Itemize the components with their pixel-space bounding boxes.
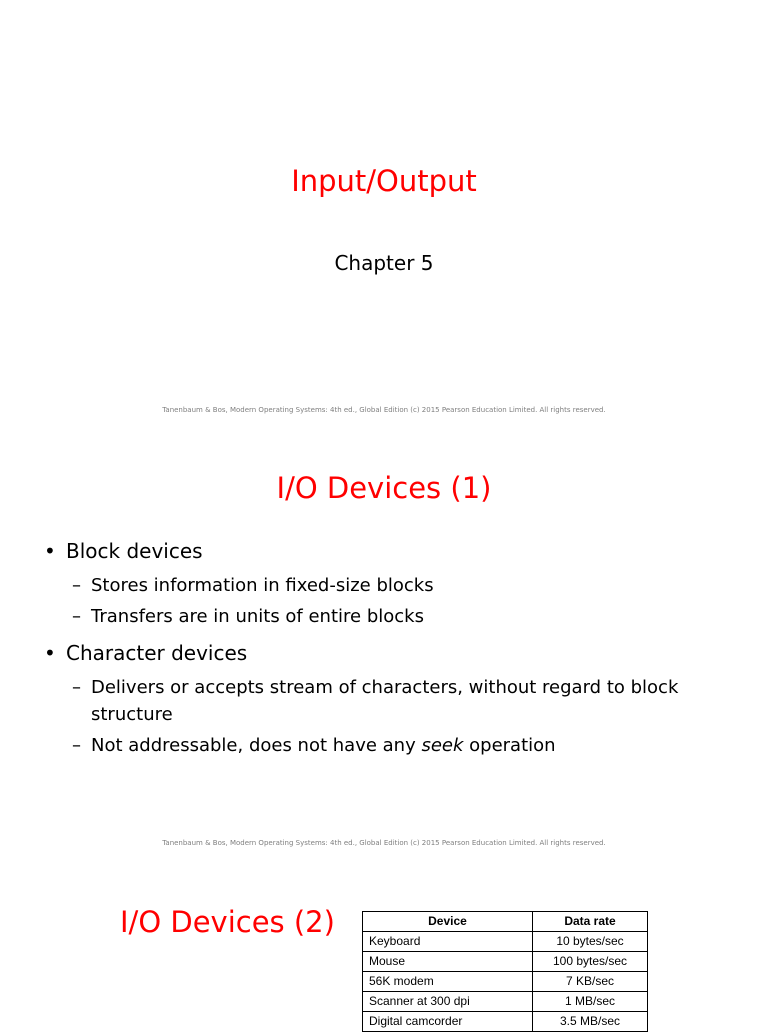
slide-2 bbox=[0, 430, 768, 860]
slide-3-title: I/O Devices (2) bbox=[120, 905, 335, 939]
data-rate-cell: 7 KB/sec bbox=[533, 972, 648, 992]
sub-bullet-item bbox=[72, 732, 692, 759]
bullet-label: Block devices bbox=[66, 539, 203, 563]
slide-footer: Tanenbaum & Bos, Modern Operating Systems: 4th ed., Global Edition (c) 2015 Pearson Education Limited. All rights reserved. bbox=[162, 839, 606, 847]
bullet-item bbox=[44, 643, 247, 663]
table-row bbox=[363, 952, 648, 972]
sub-bullet-continuation: structure bbox=[91, 704, 173, 725]
sub-bullet-label-end: operation bbox=[463, 735, 556, 756]
slide-subtitle: Chapter 5 bbox=[334, 251, 434, 275]
sub-bullet-label: Transfers are in units of entire blocks bbox=[91, 606, 424, 627]
slide-title: Input/Output bbox=[291, 164, 477, 198]
dash-icon: – bbox=[72, 735, 81, 756]
table-row bbox=[363, 932, 648, 952]
column-header-device: Device bbox=[363, 912, 533, 932]
sub-bullet-label: Delivers or accepts stream of characters, without regard to block bbox=[91, 677, 679, 698]
table-header-row bbox=[363, 912, 648, 932]
sub-bullet-label: Stores information in fixed-size blocks bbox=[91, 575, 434, 596]
table-row bbox=[363, 1012, 648, 1032]
device-cell: Digital camcorder bbox=[363, 1012, 533, 1032]
sub-bullet-item bbox=[72, 603, 692, 630]
slide-1 bbox=[0, 0, 768, 430]
device-cell: 56K modem bbox=[363, 972, 533, 992]
slide-title: I/O Devices (1) bbox=[276, 471, 492, 505]
bullet-dot-icon: • bbox=[44, 641, 56, 665]
sub-bullet-label: Not addressable, does not have any bbox=[91, 735, 422, 756]
column-header-data-rate: Data rate bbox=[533, 912, 648, 932]
sub-bullet-item bbox=[72, 572, 692, 599]
dash-icon: – bbox=[72, 606, 81, 627]
sub-bullet-emphasis: seek bbox=[421, 735, 464, 756]
device-cell: Scanner at 300 dpi bbox=[363, 992, 533, 1012]
bullet-dot-icon: • bbox=[44, 539, 56, 563]
bullet-label: Character devices bbox=[66, 641, 248, 665]
bullet-item bbox=[44, 541, 203, 561]
data-rate-cell: 10 bytes/sec bbox=[533, 932, 648, 952]
device-cell: Mouse bbox=[363, 952, 533, 972]
sub-bullet-item bbox=[72, 674, 692, 728]
dash-icon: – bbox=[72, 575, 81, 596]
data-rate-cell: 100 bytes/sec bbox=[533, 952, 648, 972]
table-row bbox=[363, 972, 648, 992]
data-rate-cell: 1 MB/sec bbox=[533, 992, 648, 1012]
slide-footer: Tanenbaum & Bos, Modern Operating Systems: 4th ed., Global Edition (c) 2015 Pearson Education Limited. All rights reserved. bbox=[162, 406, 606, 414]
dash-icon: – bbox=[72, 677, 81, 698]
device-cell: Keyboard bbox=[363, 932, 533, 952]
table-row bbox=[363, 992, 648, 1012]
device-data-rate-table bbox=[362, 911, 648, 1032]
data-rate-cell: 3.5 MB/sec bbox=[533, 1012, 648, 1032]
